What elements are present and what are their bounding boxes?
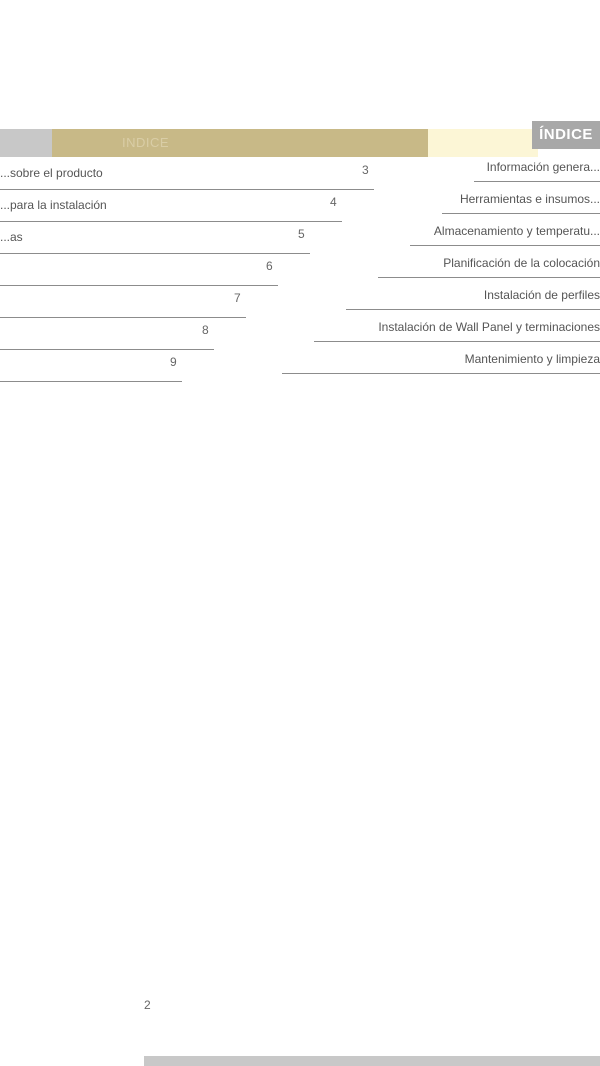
header-band (0, 129, 600, 157)
left-toc-row (0, 318, 214, 350)
page-number: 2 (144, 998, 151, 1012)
header-band-grey (0, 129, 52, 157)
left-toc-page: 4 (330, 195, 337, 209)
left-toc-page: 9 (170, 355, 177, 369)
right-toc-row (346, 286, 600, 310)
right-toc-text: Instalación de perfiles (483, 288, 600, 302)
left-toc-row (0, 350, 182, 382)
left-toc-page: 6 (266, 259, 273, 273)
header-faded-label: INDICE (122, 135, 170, 150)
right-toc-rule (474, 181, 600, 182)
right-toc-text: Almacenamiento y temperatu... (433, 224, 600, 238)
left-toc-rule (0, 381, 182, 382)
left-toc-text: ...sobre el producto (0, 166, 103, 180)
left-toc-page: 7 (234, 291, 241, 305)
right-toc-row (378, 254, 600, 278)
footer-bar (144, 1056, 600, 1066)
left-toc-page: 8 (202, 323, 209, 337)
left-toc-row (0, 190, 342, 222)
right-toc-row (410, 222, 600, 246)
right-toc-row (474, 158, 600, 182)
right-toc-text: Herramientas e insumos... (459, 192, 600, 206)
left-toc-row (0, 158, 374, 190)
right-toc-rule (346, 309, 600, 310)
right-toc-text: Mantenimiento y limpieza (464, 352, 600, 366)
right-toc-rule (314, 341, 600, 342)
header-band-gold (52, 129, 428, 157)
left-toc-row (0, 254, 278, 286)
left-toc-text: ...para la instalación (0, 198, 107, 212)
right-toc-text: Planificación de la colocación (443, 256, 600, 270)
right-toc-rule (282, 373, 600, 374)
right-toc-rule (378, 277, 600, 278)
right-toc-rule (442, 213, 600, 214)
left-toc-row (0, 222, 310, 254)
right-toc-row (282, 350, 600, 374)
right-toc-row (314, 318, 600, 342)
index-title: ÍNDICE (532, 121, 600, 149)
left-toc-row (0, 286, 246, 318)
left-toc-text: ...as (0, 230, 23, 244)
right-toc-rule (410, 245, 600, 246)
left-toc-page: 3 (362, 163, 369, 177)
header-band-cream (428, 129, 538, 157)
right-toc-row (442, 190, 600, 214)
left-toc-page: 5 (298, 227, 305, 241)
right-toc-text: Información genera... (486, 160, 600, 174)
right-toc-text: Instalación de Wall Panel y terminaciones (378, 320, 600, 334)
